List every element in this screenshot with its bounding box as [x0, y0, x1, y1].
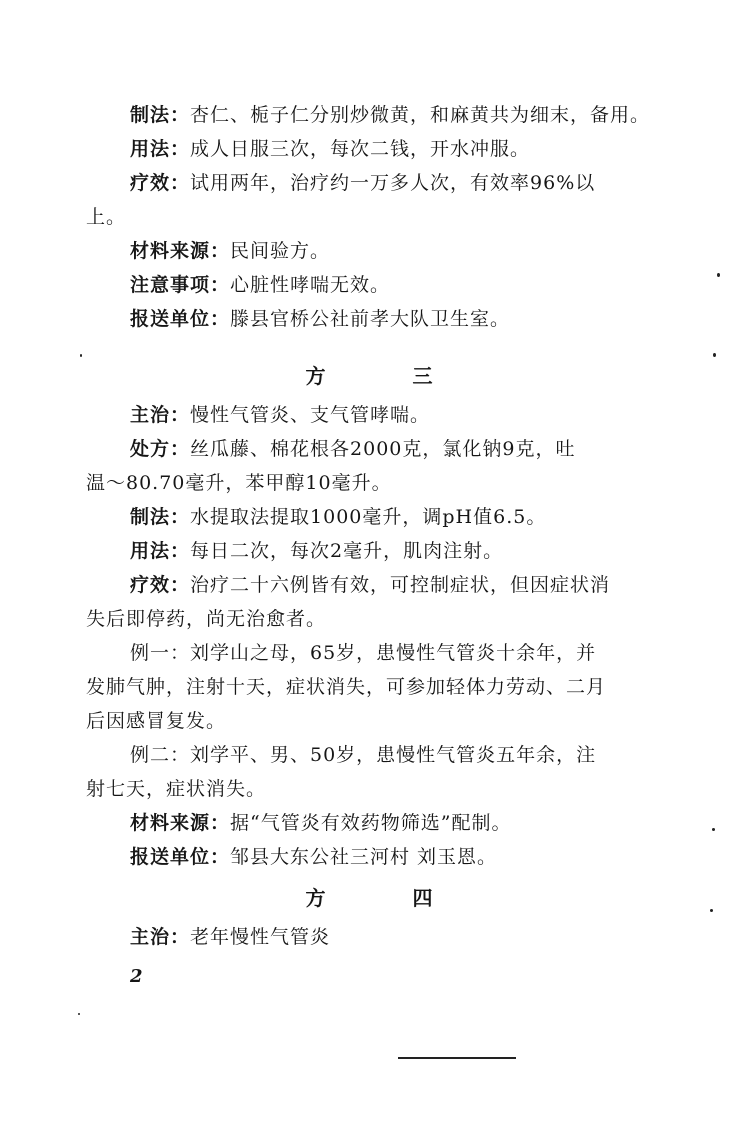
- scan-speck: [710, 909, 713, 912]
- line-text: 治疗二十六例皆有效，可控制症状，但因症状消: [190, 574, 611, 596]
- text-line: [86, 302, 654, 336]
- page-number: 2: [130, 966, 143, 987]
- line-text: 慢性气管炎、支气管哮喘。: [190, 404, 431, 426]
- field-label: 报送单位：: [130, 846, 231, 868]
- section-heading-formula-3: 方 三: [305, 364, 473, 388]
- line-text: 上。: [86, 206, 127, 228]
- text-line: [86, 920, 654, 954]
- text-line: [86, 466, 654, 500]
- scan-speck: [713, 353, 716, 357]
- line-text: 例一：刘学山之母，65岁，患慢性气管炎十余年，并: [130, 642, 597, 664]
- text-line: [86, 398, 654, 432]
- text-line: [86, 670, 654, 704]
- line-text: 成人日服三次，每次二钱，开水冲服。: [190, 138, 531, 160]
- line-text: 射七天，症状消失。: [86, 778, 267, 800]
- line-text: 温～80.70毫升，苯甲醇10毫升。: [86, 472, 392, 494]
- field-label: 报送单位：: [130, 308, 231, 330]
- text-line: [86, 704, 654, 738]
- field-label: 主治：: [130, 926, 191, 948]
- line-text: 老年慢性气管炎: [190, 926, 331, 948]
- line-text: 心脏性哮喘无效。: [230, 274, 391, 296]
- text-block-formula-4: [86, 920, 654, 954]
- scan-speck: [78, 1013, 80, 1015]
- text-line: [86, 98, 654, 132]
- field-label: 制法：: [130, 506, 191, 528]
- text-line: [86, 840, 654, 874]
- text-line: [86, 602, 654, 636]
- field-label: 用法：: [130, 138, 191, 160]
- scan-speck: [712, 828, 715, 831]
- line-text: 每日二次，每次2毫升，肌肉注射。: [190, 540, 504, 562]
- text-line: [86, 234, 654, 268]
- line-text: 例二：刘学平、男、50岁，患慢性气管炎五年余，注: [130, 744, 597, 766]
- text-line: [86, 806, 654, 840]
- scan-speck: [80, 354, 82, 357]
- text-block-formula-3: [86, 398, 654, 874]
- section-heading-formula-4: 方 四: [305, 886, 473, 910]
- line-text: 滕县官桥公社前孝大队卫生室。: [230, 308, 511, 330]
- line-text: 后因感冒复发。: [86, 710, 227, 732]
- text-line: [86, 132, 654, 166]
- text-line: [86, 534, 654, 568]
- line-text: 据“气管炎有效药物筛选”配制。: [230, 812, 512, 834]
- line-text: 水提取法提取1000毫升，调pH值6.5。: [190, 506, 547, 528]
- text-line: [86, 568, 654, 602]
- text-line: [86, 268, 654, 302]
- field-label: 制法：: [130, 104, 191, 126]
- text-line: [86, 166, 654, 200]
- line-text: 邹县大东公社三河村 刘玉恩。: [230, 846, 498, 868]
- field-label: 材料来源：: [130, 240, 231, 262]
- line-text: 试用两年，治疗约一万多人次，有效率96%以: [190, 172, 596, 194]
- text-line: [86, 636, 654, 670]
- line-text: 杏仁、栀子仁分别炒微黄，和麻黄共为细末，备用。: [190, 104, 651, 126]
- field-label: 用法：: [130, 540, 191, 562]
- line-text: 民间验方。: [230, 240, 331, 262]
- line-text: 发肺气肿，注射十天，症状消失，可参加轻体力劳动、二月: [86, 676, 607, 698]
- text-line: [86, 432, 654, 466]
- field-label: 处方：: [130, 438, 191, 460]
- text-block-formula-2-end: [86, 98, 654, 336]
- field-label: 疗效：: [130, 172, 191, 194]
- field-label: 材料来源：: [130, 812, 231, 834]
- field-label: 主治：: [130, 404, 191, 426]
- line-text: 失后即停药，尚无治愈者。: [86, 608, 327, 630]
- text-line: [86, 200, 654, 234]
- text-line: [86, 772, 654, 806]
- scan-bottom-rule: [398, 1057, 516, 1059]
- line-text: 丝瓜藤、棉花根各2000克，氯化钠9克，吐: [190, 438, 576, 460]
- field-label: 注意事项：: [130, 274, 231, 296]
- field-label: 疗效：: [130, 574, 191, 596]
- text-line: [86, 738, 654, 772]
- text-line: [86, 500, 654, 534]
- scan-speck: [717, 273, 720, 277]
